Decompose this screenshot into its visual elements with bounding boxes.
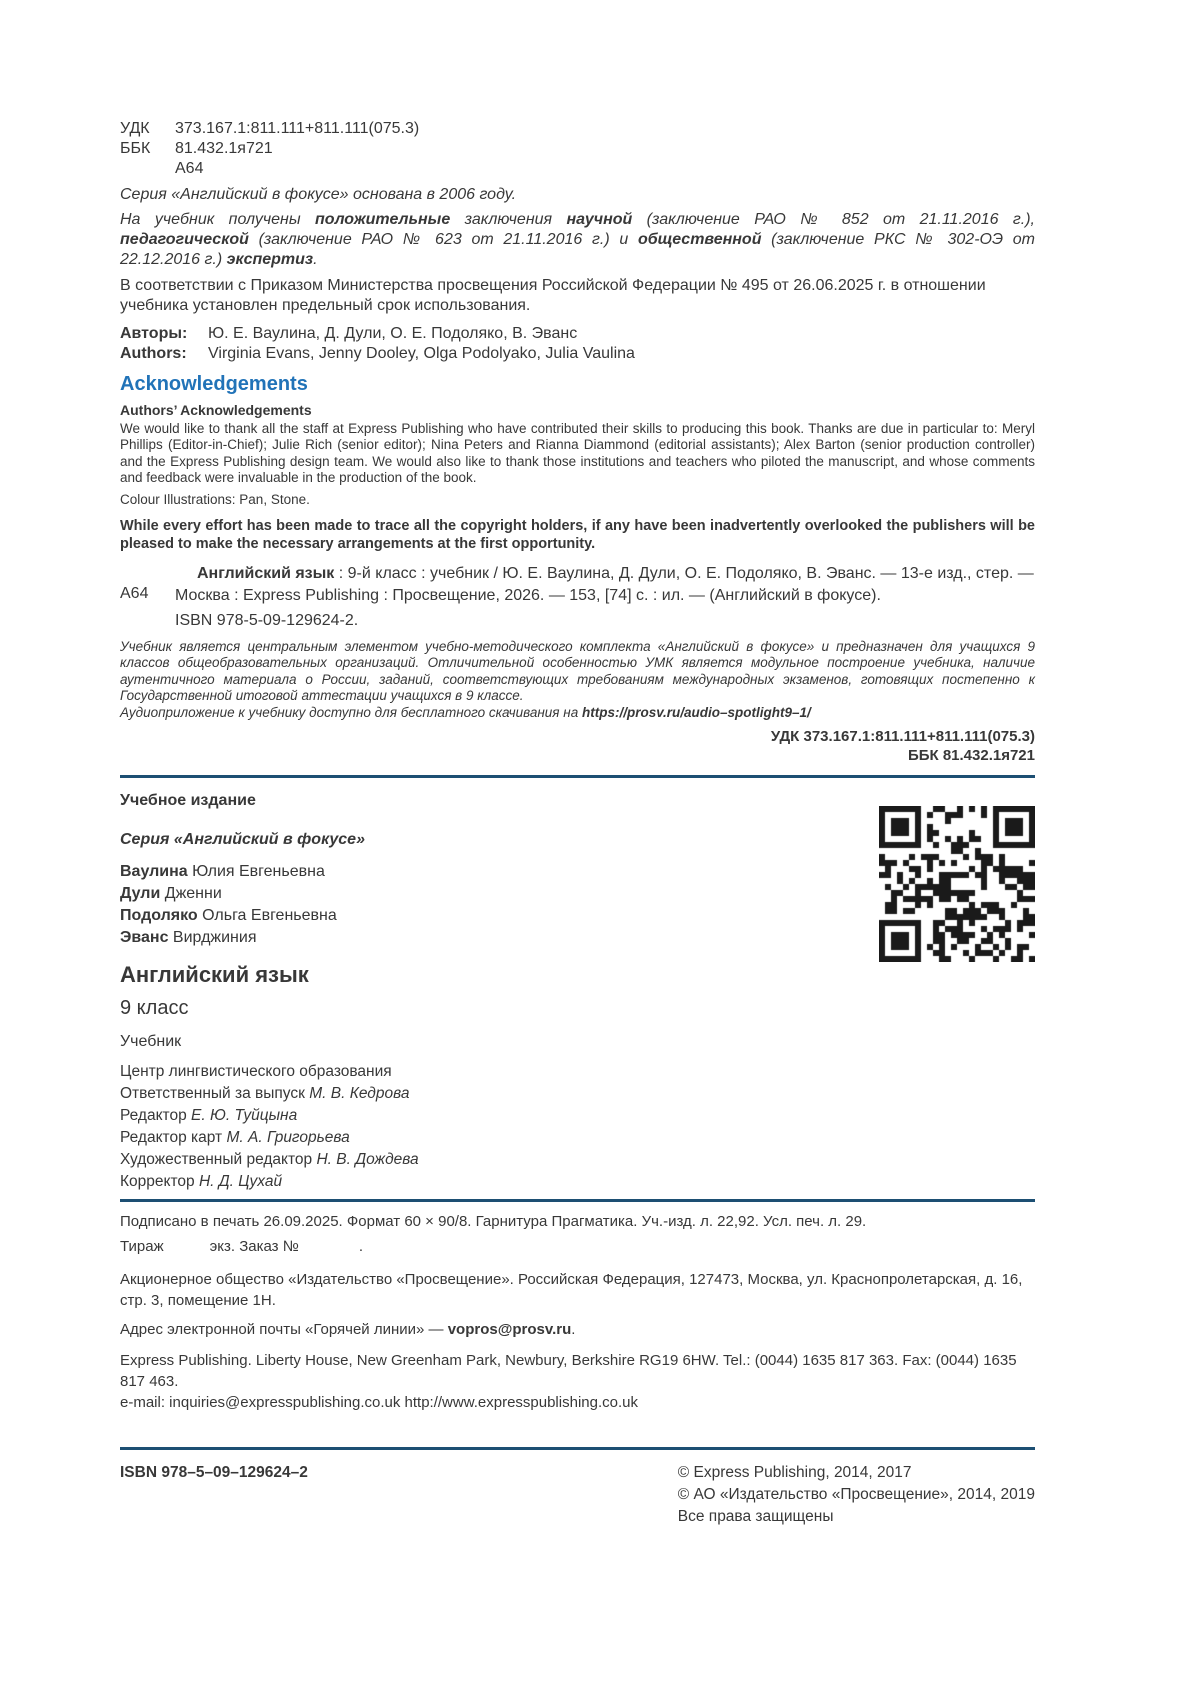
staff-role bbox=[120, 1105, 1035, 1127]
tirazh-mid: экз. Заказ № bbox=[209, 1238, 299, 1256]
divider bbox=[120, 775, 1035, 778]
hotline-email: vopros@prosv.ru bbox=[447, 1321, 572, 1339]
staff-role-label: Ответственный за выпуск bbox=[120, 1085, 305, 1103]
bbk-label: ББК bbox=[120, 140, 151, 157]
hotline-email-line bbox=[120, 1320, 1035, 1340]
catalog-entry-text bbox=[175, 563, 1035, 606]
copyright-notice: While every effort has been made to trace all the copyright holders, if any have been inadvertently overlooked the publishers will be pleased to make the necessary arrangements at the first opportunity. bbox=[120, 518, 1035, 553]
staff-role-name: Н. В. Дождева bbox=[316, 1151, 419, 1169]
tirazh-line bbox=[120, 1237, 1035, 1257]
series-title: Серия «Английский в фокусе» bbox=[120, 831, 365, 849]
staff-role-name: Е. Ю. Туйцына bbox=[191, 1107, 298, 1125]
authors-en-label: Authors: bbox=[120, 345, 187, 362]
edition-section bbox=[120, 790, 1035, 1193]
text-run: (заключение РАО № 623 от 21.11.2016 г.) и bbox=[248, 231, 638, 248]
head-codes bbox=[120, 119, 1035, 179]
authors-en-line bbox=[120, 344, 1035, 364]
audio-note bbox=[120, 705, 1035, 721]
imprint-section bbox=[120, 1212, 1035, 1413]
divider bbox=[120, 1447, 1035, 1450]
staff-section bbox=[120, 1061, 1035, 1193]
staff-role-label: Художественный редактор bbox=[120, 1151, 313, 1169]
staff-role-label: Корректор bbox=[120, 1173, 195, 1191]
copyright-line: Все права защищены bbox=[677, 1508, 834, 1526]
text-run: заключения bbox=[450, 211, 567, 228]
staff-role-label: Редактор карт bbox=[120, 1129, 223, 1147]
catalog-entry-code: А64 bbox=[120, 584, 149, 602]
udk-line bbox=[120, 119, 1035, 139]
text-run: . bbox=[571, 1321, 576, 1339]
print-info: Подписано в печать 26.09.2025. Формат 60 × 90/8. Гарнитура Прагматика. Уч.-изд. л. 22,92. Усл. печ. л. 29. bbox=[120, 1213, 867, 1231]
author-name: Юлия Евгеньевна bbox=[192, 863, 325, 881]
footer bbox=[120, 1462, 1035, 1528]
text-run: : 9-й класс : учебник / Ю. Е. Ваулина, Д. Дули, О. Е. Подоляко, В. Эванс. — 13-е изд., стер. — Москва : Express Publishing : Просвещение, 2026. — 153, [74] с. : ил. — (Английский в фокусе). bbox=[175, 565, 1034, 604]
staff-role-name: М. В. Кедрова bbox=[309, 1085, 410, 1103]
author-surname: Ваулина bbox=[120, 863, 188, 881]
authors-ru-value: Ю. Е. Ваулина, Д. Дули, О. Е. Подоляко, В. Эванс bbox=[208, 325, 578, 342]
author-name: Вирджиния bbox=[172, 929, 257, 947]
text-run: Английский язык bbox=[197, 565, 335, 583]
codes-right bbox=[120, 727, 1035, 765]
text-run: педагогической bbox=[120, 231, 249, 248]
catalog-code-line bbox=[120, 159, 1035, 179]
text-run: Аудиоприложение к учебнику доступно для бесплатного скачивания на bbox=[120, 704, 582, 720]
udk-label: УДК bbox=[120, 120, 150, 137]
text-run: (заключение РАО № 852 от 21.11.2016 г.), bbox=[632, 211, 1035, 228]
udk-value: 373.167.1:811.111+811.111(075.3) bbox=[175, 120, 420, 137]
expertise-note bbox=[120, 210, 1035, 270]
divider bbox=[120, 1199, 1035, 1202]
staff-role bbox=[120, 1127, 1035, 1149]
staff-role bbox=[120, 1171, 1035, 1193]
grade: 9 класс bbox=[120, 997, 189, 1020]
text-run: Express Publishing. Liberty House, New Greenham Park, Newbury, Berkshire RG19 6HW. Tel.: (0044) 1635 817 363. Fax: (0044) 1635 817 463. bbox=[120, 1352, 1017, 1391]
annotation: Учебник является центральным элементом учебно-методического комплекта «Английский в фокусе» и предназначен для учащихся 9 классов общеобразовательных организаций. Отличительной особенностью УМК является модульное построение учебника, наличие аутентичного материала о России, заданий, соответствующих требованиям международных экзаменов, готовящих постепенно к Государственной итоговой аттестации учащихся в 9 классе. bbox=[120, 639, 1035, 704]
tirazh-label: Тираж bbox=[120, 1238, 164, 1256]
text-run: экспертиз bbox=[226, 251, 314, 268]
usage-order-note: В соответствии с Приказом Министерства просвещения Российской Федерации № 495 от 26.06.2025 г. в отношении учебника установлен предельный срок использования. bbox=[120, 277, 986, 314]
text-run: e-mail: inquiries@expresspublishing.co.uk http://www.expresspublishing.co.uk bbox=[120, 1394, 638, 1412]
audio-url: https://prosv.ru/audio–spotlight9–1/ bbox=[581, 704, 811, 720]
book-type: Учебник bbox=[120, 1033, 182, 1051]
authors-en-value: Virginia Evans, Jenny Dooley, Olga Podolyako, Julia Vaulina bbox=[208, 345, 635, 362]
qr-code bbox=[879, 806, 1035, 962]
authors-ru-label: Авторы: bbox=[120, 325, 188, 342]
authors-ru-line bbox=[120, 324, 1035, 344]
acknowledgements-subtitle: Authors’ Acknowledgements bbox=[120, 402, 312, 418]
author-surname: Дули bbox=[120, 885, 161, 903]
catalog-code: А64 bbox=[175, 160, 204, 177]
author-surname: Подоляко bbox=[120, 907, 198, 925]
staff-role-name: Н. Д. Цухай bbox=[198, 1173, 283, 1191]
tirazh-end: . bbox=[358, 1238, 363, 1256]
colour-illustrations-note: Colour Illustrations: Pan, Stone. bbox=[120, 491, 310, 507]
text-run: На учебник получены bbox=[120, 211, 316, 228]
text-run: . bbox=[313, 251, 318, 268]
copyright-line: © Express Publishing, 2014, 2017 bbox=[677, 1464, 912, 1482]
staff-role bbox=[120, 1083, 1035, 1105]
staff-center: Центр лингвистического образования bbox=[120, 1063, 392, 1081]
staff-role bbox=[120, 1149, 1035, 1171]
acknowledgements-body: We would like to thank all the staff at Express Publishing who have contributed their skills to producing this book. Thanks are due in particular to: Meryl Phillips (Editor-in-Chief); Julie Rich (senior editor); Nina Peters and Rianna Diammond (editorial assistants); Alex Barton (senior production controller) and the Express Publishing design team. We would also like to thank those institutions and teachers who piloted the manuscript, and whose comments and feedback were invaluable in the production of the book. bbox=[120, 421, 1035, 486]
express-address bbox=[120, 1350, 1035, 1413]
copyright-line: © АО «Издательство «Просвещение», 2014, 2019 bbox=[677, 1486, 1035, 1504]
catalog-entry bbox=[120, 563, 1035, 606]
text-run: Адрес электронной почты «Горячей линии» — bbox=[120, 1321, 448, 1339]
footer-isbn: ISBN 978–5–09–129624–2 bbox=[120, 1464, 308, 1482]
acknowledgements-title: Acknowledgements bbox=[120, 373, 308, 395]
bbk-value: 81.432.1я721 bbox=[175, 140, 273, 157]
author-surname: Эванс bbox=[120, 929, 169, 947]
author-name: Дженни bbox=[164, 885, 222, 903]
text-run: положительные bbox=[315, 211, 451, 228]
series-foundation-note: Серия «Английский в фокусе» основана в 2006 году. bbox=[120, 186, 517, 203]
staff-role-label: Редактор bbox=[120, 1107, 187, 1125]
udk-right: УДК 373.167.1:811.111+811.111(075.3) bbox=[770, 728, 1035, 746]
edition-label: Учебное издание bbox=[120, 792, 256, 810]
text-run: общественной bbox=[637, 231, 762, 248]
bbk-line bbox=[120, 139, 1035, 159]
author-name: Ольга Евгеньевна bbox=[202, 907, 337, 925]
catalog-isbn: ISBN 978-5-09-129624-2. bbox=[175, 612, 359, 630]
book-title: Английский язык bbox=[120, 962, 309, 988]
publisher-address: Акционерное общество «Издательство «Просвещение». Российская Федерация, 127473, Москва, ул. Краснопролетарская, д. 16, стр. 3, помещение 1Н. bbox=[120, 1271, 1023, 1310]
text-run: научной bbox=[566, 211, 633, 228]
text-run: (заключение РКС № 302-ОЭ от 22.12.2016 г.) bbox=[120, 231, 1036, 268]
qr-canvas bbox=[879, 806, 1035, 962]
copyright-lines bbox=[678, 1462, 1035, 1528]
authors-block bbox=[120, 324, 1035, 364]
bbk-right: ББК 81.432.1я721 bbox=[907, 747, 1035, 765]
staff-role-name: М. А. Григорьева bbox=[226, 1129, 350, 1147]
